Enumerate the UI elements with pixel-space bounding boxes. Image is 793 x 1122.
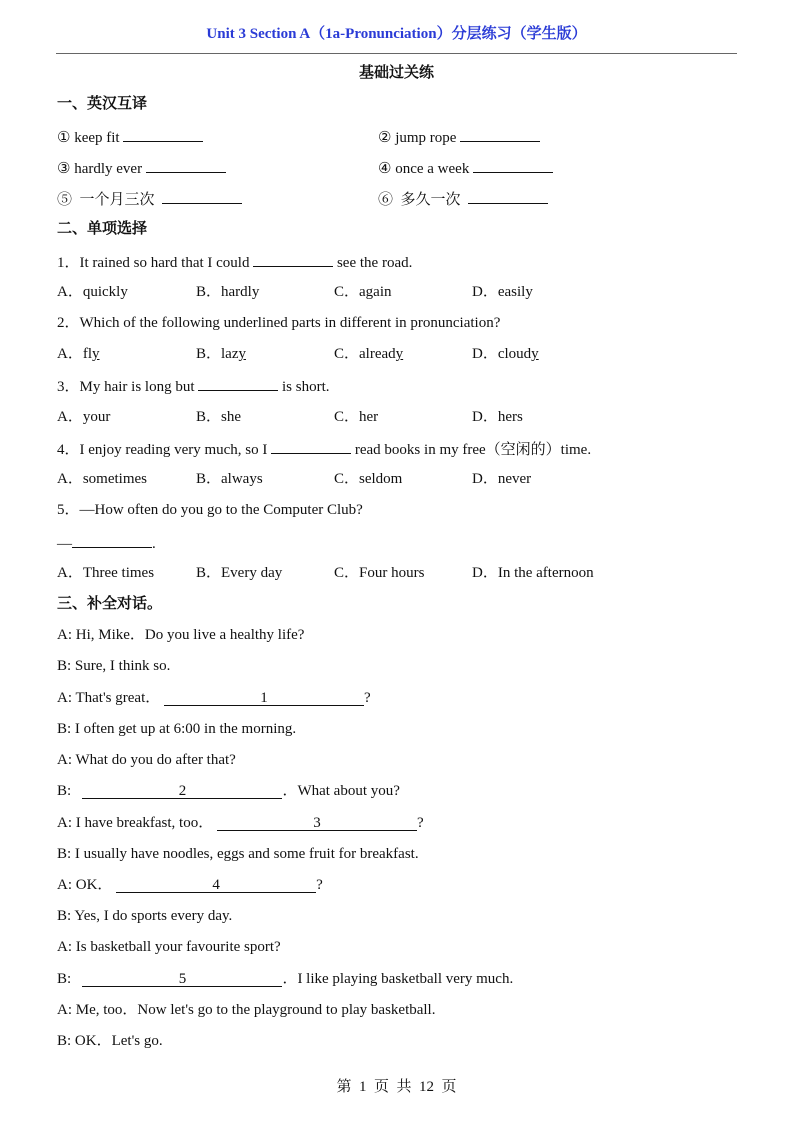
section-title: 基础过关练 bbox=[358, 65, 434, 81]
part1-item-3: ③ hardly ever bbox=[57, 158, 226, 178]
question-1: 1．It rained so hard that I could see the road. bbox=[57, 252, 412, 272]
dialogue-line: A: That's great． 1 ? bbox=[57, 690, 371, 706]
part1-item-5: ⑤ 一个月三次 bbox=[57, 189, 242, 209]
answer-blank[interactable] bbox=[146, 158, 226, 173]
answer-blank[interactable] bbox=[72, 533, 152, 548]
dialogue-line: A: Hi, Mike．Do you live a healthy life? bbox=[57, 627, 305, 643]
dialogue-blank-5[interactable]: 5 bbox=[82, 972, 282, 987]
question-3: 3．My hair is long but is short. bbox=[57, 376, 330, 396]
dialogue-line: B: Yes, I do sports every day. bbox=[57, 908, 233, 924]
q2-option-d[interactable]: D．cloudy bbox=[472, 346, 539, 362]
q1-option-a[interactable]: A．quickly bbox=[57, 284, 128, 300]
answer-blank[interactable] bbox=[468, 189, 548, 204]
q1-option-b[interactable]: B．hardly bbox=[196, 284, 260, 300]
answer-blank[interactable] bbox=[253, 252, 333, 267]
q4-option-a[interactable]: A．sometimes bbox=[57, 471, 147, 487]
answer-blank[interactable] bbox=[198, 376, 278, 391]
dialogue-line: B: 2 ．What about you? bbox=[57, 783, 400, 799]
q5-option-b[interactable]: B．Every day bbox=[196, 565, 283, 581]
dialogue-line: B: Sure, I think so. bbox=[57, 658, 171, 674]
q3-option-a[interactable]: A．your bbox=[57, 409, 111, 425]
q3-option-c[interactable]: C．her bbox=[334, 409, 379, 425]
part1-item-6: ⑥ 多久一次 bbox=[378, 189, 548, 209]
part1-item-1: ① keep fit bbox=[57, 127, 203, 147]
dialogue-line: A: OK． 4 ? bbox=[57, 877, 323, 893]
dialogue-blank-4[interactable]: 4 bbox=[116, 878, 316, 893]
q4-option-b[interactable]: B．always bbox=[196, 471, 263, 487]
q4-option-d[interactable]: D．never bbox=[472, 471, 532, 487]
q2-option-c[interactable]: C．already bbox=[334, 346, 404, 362]
q5-option-d[interactable]: D．In the afternoon bbox=[472, 565, 594, 581]
question-2: 2．Which of the following underlined parts in different in pronunciation? bbox=[57, 315, 501, 331]
part3-title: 三、补全对话。 bbox=[57, 596, 163, 612]
answer-blank[interactable] bbox=[162, 189, 242, 204]
part1-item-2: ② jump rope bbox=[378, 127, 540, 147]
part2-title: 二、单项选择 bbox=[57, 221, 148, 237]
question-5: 5．—How often do you go to the Computer Club? bbox=[57, 502, 363, 518]
dialogue-line: B: I usually have noodles, eggs and some fruit for breakfast. bbox=[57, 846, 419, 862]
q1-option-d[interactable]: D．easily bbox=[472, 284, 533, 300]
page-footer: 第 1 页 共 12 页 bbox=[336, 1079, 457, 1095]
q2-option-a[interactable]: A．fly bbox=[57, 346, 100, 362]
q5-option-c[interactable]: C．Four hours bbox=[334, 565, 425, 581]
dialogue-line: B: OK．Let's go. bbox=[57, 1033, 163, 1049]
dialogue-line: A: Is basketball your favourite sport? bbox=[57, 939, 281, 955]
dialogue-line: A: What do you do after that? bbox=[57, 752, 236, 768]
dialogue-line: B: I often get up at 6:00 in the morning. bbox=[57, 721, 297, 737]
dialogue-line: A: Me, too．Now let's go to the playground to play basketball. bbox=[57, 1002, 436, 1018]
question-5-answer-line: — . bbox=[57, 533, 156, 553]
answer-blank[interactable] bbox=[271, 439, 351, 454]
answer-blank[interactable] bbox=[123, 127, 203, 142]
q2-option-b[interactable]: B．lazy bbox=[196, 346, 246, 362]
dialogue-line: A: I have breakfast, too． 3 ? bbox=[57, 815, 424, 831]
document-header-title: Unit 3 Section A（1a-Pronunciation）分层练习（学生版） bbox=[206, 26, 587, 42]
q3-option-b[interactable]: B．she bbox=[196, 409, 242, 425]
q4-option-c[interactable]: C．seldom bbox=[334, 471, 403, 487]
answer-blank[interactable] bbox=[460, 127, 540, 142]
dialogue-blank-1[interactable]: 1 bbox=[164, 691, 364, 706]
dialogue-line: B: 5 ．I like playing basketball very much. bbox=[57, 971, 514, 987]
dialogue-blank-3[interactable]: 3 bbox=[217, 816, 417, 831]
header-divider bbox=[56, 53, 737, 54]
part1-item-4: ④ once a week bbox=[378, 158, 553, 178]
part1-title: 一、英汉互译 bbox=[57, 96, 148, 112]
question-4: 4．I enjoy reading very much, so I read books in my free（空闲的）time. bbox=[57, 439, 591, 459]
q3-option-d[interactable]: D．hers bbox=[472, 409, 523, 425]
answer-blank[interactable] bbox=[473, 158, 553, 173]
q5-option-a[interactable]: A．Three times bbox=[57, 565, 155, 581]
q1-option-c[interactable]: C．again bbox=[334, 284, 392, 300]
dialogue-blank-2[interactable]: 2 bbox=[82, 784, 282, 799]
